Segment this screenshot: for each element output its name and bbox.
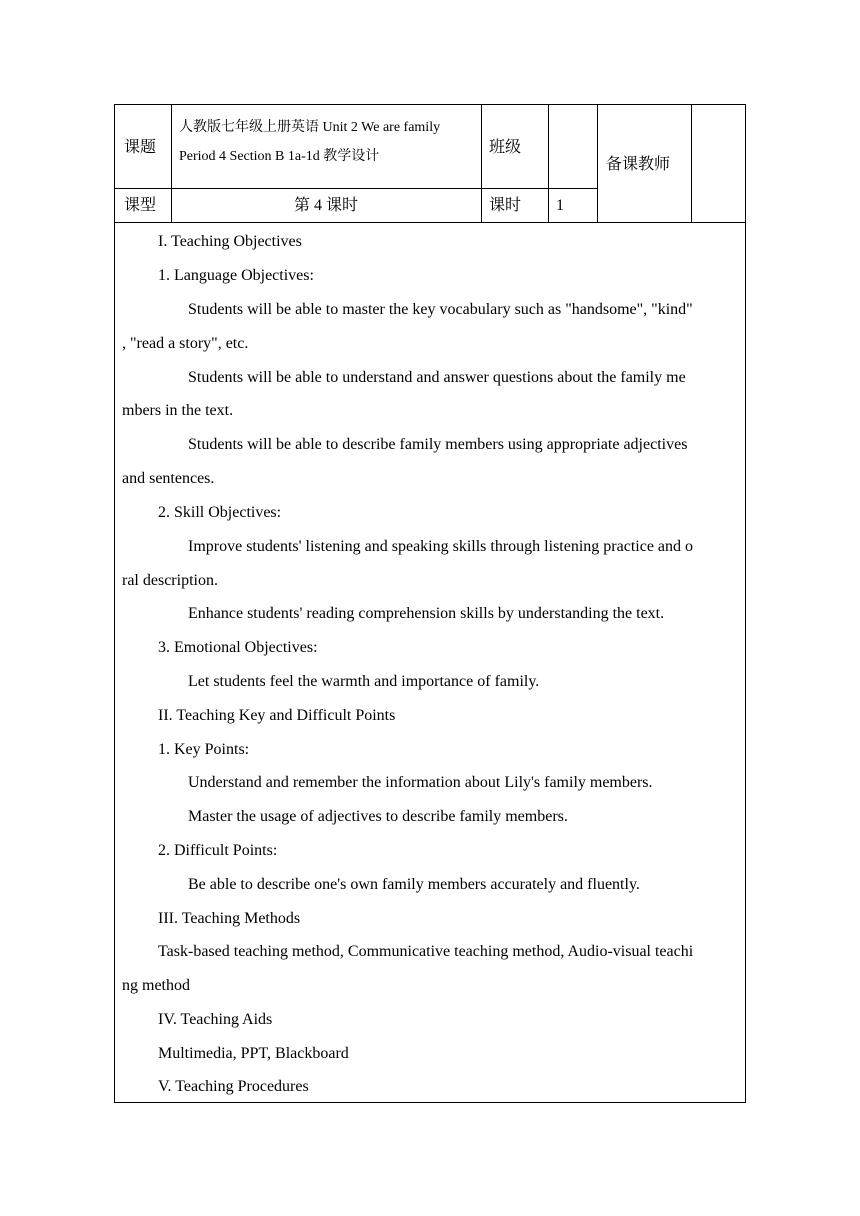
heading-teaching-aids: IV. Teaching Aids <box>158 1011 273 1028</box>
paragraph-line: mbers in the text. <box>122 402 234 419</box>
type-label: 课型 <box>124 197 157 214</box>
paragraph-line: ng method <box>122 977 190 994</box>
heading-teaching-methods: III. Teaching Methods <box>158 910 301 927</box>
paragraph-line: Students will be able to describe family members using appropriate adjectives <box>188 436 688 453</box>
lesson-plan-table <box>114 104 746 1103</box>
paragraph-line: Be able to describe one's own family members accurately and fluently. <box>188 876 640 893</box>
row-divider-1 <box>115 188 597 189</box>
subject-title-line2: Period 4 Section B 1a-1d 教学设计 <box>179 149 380 164</box>
heading-key-difficult-points: II. Teaching Key and Difficult Points <box>158 707 396 724</box>
paragraph-line: Multimedia, PPT, Blackboard <box>158 1045 349 1062</box>
type-value: 第 4 课时 <box>293 197 358 214</box>
paragraph-line: Improve students' listening and speaking skills through listening practice and o <box>188 538 694 555</box>
paragraph-line: and sentences. <box>122 470 215 487</box>
paragraph-line: Task-based teaching method, Communicative teaching method, Audio-visual teachi <box>158 943 694 960</box>
subheading-emotional-objectives: 3. Emotional Objectives: <box>158 639 318 656</box>
subheading-language-objectives: 1. Language Objectives: <box>158 267 314 284</box>
subject-label: 课题 <box>124 139 157 156</box>
paragraph-line: , "read a story", etc. <box>122 335 249 352</box>
paragraph-line: Students will be able to master the key vocabulary such as "handsome", "kind" <box>188 301 693 318</box>
col-divider-4 <box>597 105 598 222</box>
subheading-difficult-points: 2. Difficult Points: <box>158 842 278 859</box>
paragraph-line: Understand and remember the information about Lily's family members. <box>188 774 653 791</box>
col-divider-5 <box>691 105 692 222</box>
subject-title-line1: 人教版七年级上册英语 Unit 2 We are family <box>179 120 441 135</box>
class-label: 班级 <box>489 139 522 156</box>
subheading-skill-objectives: 2. Skill Objectives: <box>158 504 282 521</box>
hours-label: 课时 <box>489 197 522 214</box>
col-divider-2 <box>481 105 482 222</box>
paragraph-line: Enhance students' reading comprehension skills by understanding the text. <box>188 605 665 622</box>
paragraph-line: Let students feel the warmth and importance of family. <box>188 673 540 690</box>
paragraph-line: Master the usage of adjectives to describe family members. <box>188 808 568 825</box>
paragraph-line: ral description. <box>122 572 218 589</box>
teacher-label: 备课教师 <box>606 156 671 173</box>
heading-teaching-procedures: V. Teaching Procedures <box>158 1078 309 1095</box>
col-divider-3 <box>548 105 549 222</box>
heading-teaching-objectives: I. Teaching Objectives <box>158 233 302 250</box>
subheading-key-points: 1. Key Points: <box>158 741 250 758</box>
row-divider-2 <box>115 222 745 223</box>
hours-value: 1 <box>556 197 564 214</box>
paragraph-line: Students will be able to understand and answer questions about the family me <box>188 369 686 386</box>
